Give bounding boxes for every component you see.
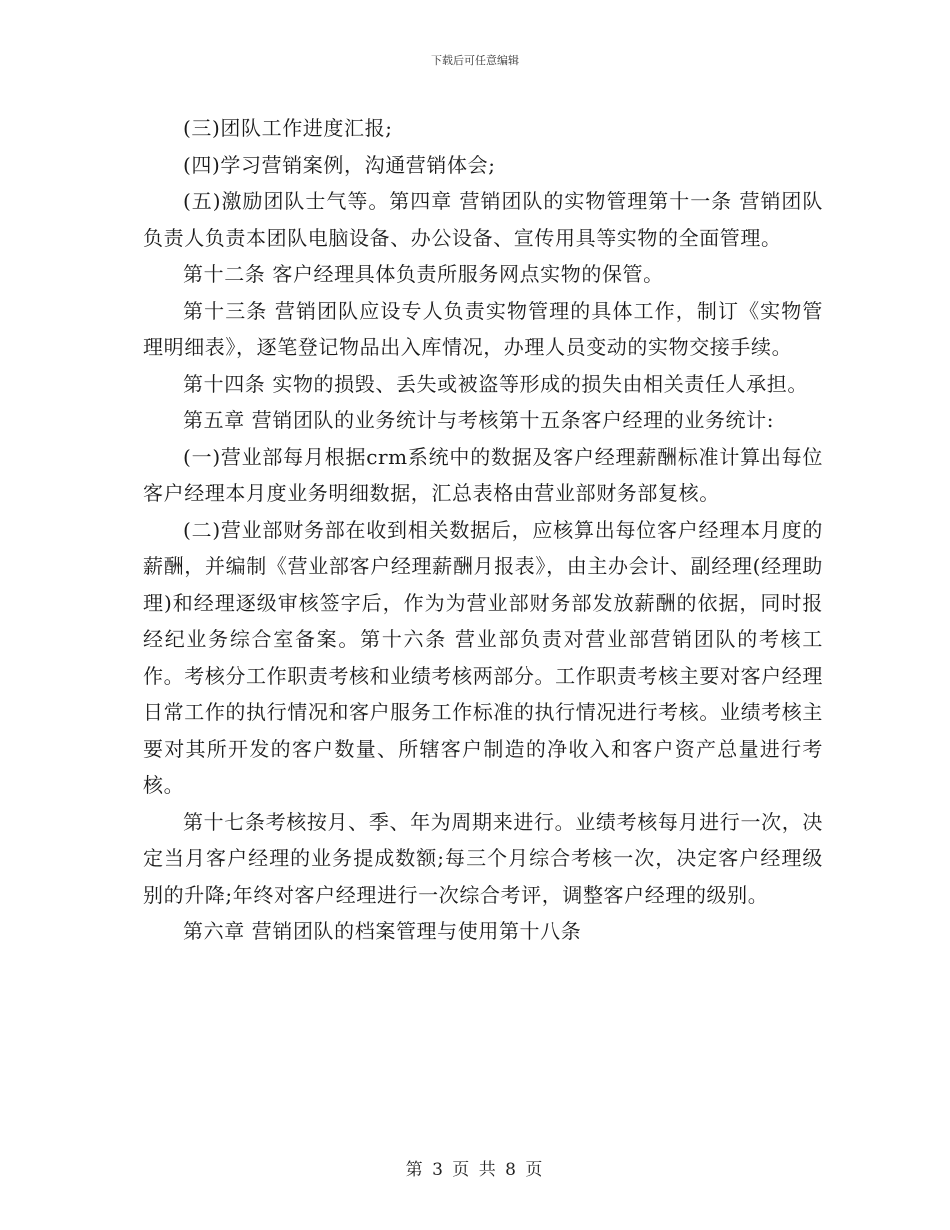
- paragraph: 第十二条 客户经理具体负责所服务网点实物的保管。: [183, 262, 664, 286]
- paragraph: (四)学习营销案例，沟通营销体会;: [183, 152, 496, 177]
- paragraph: 第十三条 营销团队应设专人负责实物管理的具体工作，制订《实物管理明细表》，逐笔登记物品出入库情况，办理人员变动的实物交接手续。: [143, 298, 823, 359]
- page-header-note: 下载后可任意编辑: [431, 54, 519, 67]
- document-body: [143, 110, 823, 950]
- paragraph: 第六章 营销团队的档案管理与使用第十八条: [183, 919, 582, 943]
- paragraph: (三)团队工作进度汇报;: [183, 116, 393, 140]
- paragraph: (二)营业部财务部在收到相关数据后，应核算出每位客户经理本月度的薪酬，并编制《营业部客户经理薪酬月报表》，由主办会计、副经理(经理助理)和经理逐级审核签字后，作为为营业部财务部发放薪酬的依据，同时报经纪业务综合室备案。第十六条 营业部负责对营业部营销团队的考核工作。考核分工作职责考核和业绩考核两部分。工作职责考核主要对客户经理日常工作的执行情况和客户服务工作标准的执行情况进行考核。业绩考核主要对其所开发的客户数量、所辖客户制造的净收入和客户资产总量进行考核。: [143, 517, 823, 797]
- paragraph: (一)营业部每月根据crm系统中的数据及客户经理薪酬标准计算出每位客户经理本月度业务明细数据，汇总表格由营业部财务部复核。: [143, 444, 823, 505]
- page-number: 第 3 页 共 8 页: [405, 1160, 545, 1180]
- paragraph: 第十四条 实物的损毁、丢失或被盗等形成的损失由相关责任人承担。: [183, 371, 808, 396]
- paragraph: 第五章 营销团队的业务统计与考核第十五条客户经理的业务统计:: [183, 408, 775, 432]
- paragraph: (五)激励团队士气等。第四章 营销团队的实物管理第十一条 营销团队负责人负责本团队电脑设备、办公设备、宣传用具等实物的全面管理。: [143, 189, 823, 250]
- paragraph: 第十七条考核按月、季、年为周期来进行。业绩考核每月进行一次，决定当月客户经理的业务提成数额;每三个月综合考核一次，决定客户经理级别的升降;年终对客户经理进行一次综合考评，调整客户经理的级别。: [143, 809, 823, 907]
